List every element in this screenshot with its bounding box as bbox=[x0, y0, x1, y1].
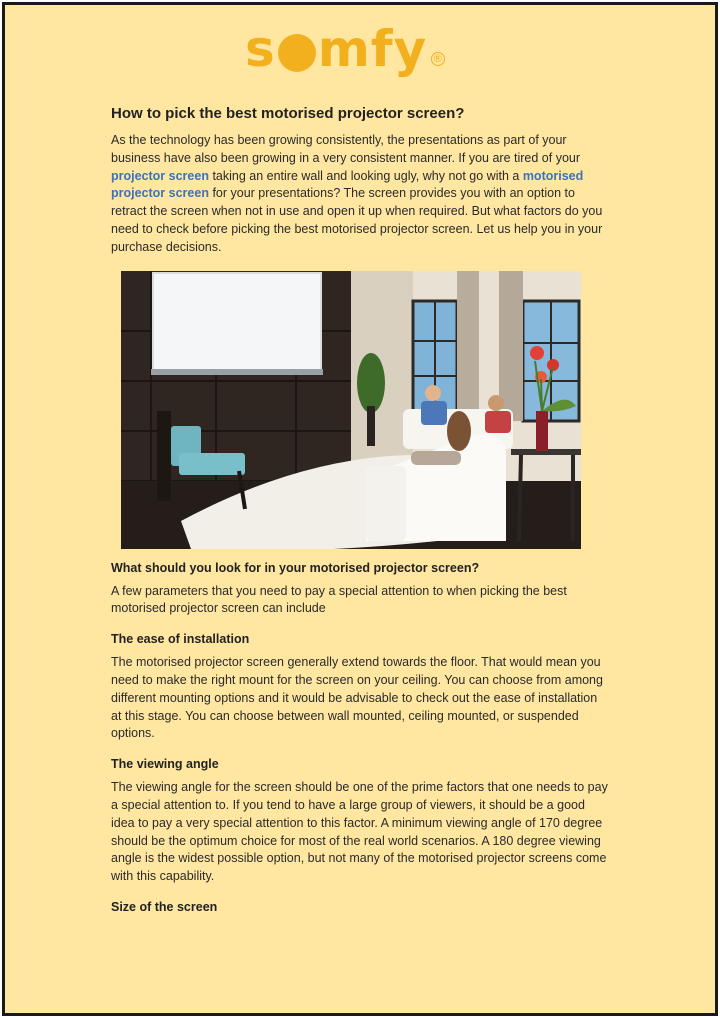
registered-mark: ® bbox=[432, 52, 445, 65]
intro-paragraph bbox=[111, 132, 611, 257]
look-for-paragraph: A few parameters that you need to pay a special attention to when picking the best motorised projector screen can include bbox=[111, 583, 567, 616]
installation-heading: The ease of installation bbox=[111, 632, 250, 647]
motorised-projector-screen-link[interactable]: motorised projector screen bbox=[111, 168, 584, 201]
intro-text-1: As the technology has been growing consistently, the presentations as part of your business have also been growing in a very consistent manner. If you are tired of your bbox=[111, 133, 581, 165]
installation-paragraph: The motorised projector screen generally extend towards the floor. That would mean you need to make the right mount for the screen on your ceiling. You can choose from among different mounting options and it would be advisable to check out the ease of installation at this stage. You can choose between wall mounted, ceiling mounted, or suspended options. bbox=[111, 655, 603, 741]
somfy-logo bbox=[245, 19, 475, 79]
projector-screen-link[interactable]: projector screen bbox=[111, 168, 209, 183]
logo-letters-s: s bbox=[245, 20, 276, 78]
logo-o-circle bbox=[278, 34, 316, 72]
intro-text-3: for your presentations? The screen provides you with an option to retract the screen when not in use and open it up when required. But what factors do you need to check before picking the best motorised projector screen. Let us help you in your purchase decisions. bbox=[111, 186, 603, 254]
intro-text-2: taking an entire wall and looking ugly, why not go with a bbox=[208, 168, 523, 183]
logo-letters-mfy: mfy bbox=[317, 20, 428, 78]
logo-wordmark bbox=[245, 20, 445, 78]
viewing-angle-heading: The viewing angle bbox=[111, 757, 219, 772]
viewing-angle-paragraph: The viewing angle for the screen should be one of the prime factors that one needs to pay a special attention to. If you tend to have a large group of viewers, it should be a good idea to pay a very special attention to this factor. A minimum viewing angle of 170 degree should be the optimum choice for most of the real world scenarios. A 180 degree viewing angle is the widest possible option, but not many of the motorised projector screens come with this capability. bbox=[111, 780, 608, 884]
article-title: How to pick the best motorised projector screen? bbox=[111, 105, 465, 122]
home-theater-photo bbox=[121, 271, 581, 549]
look-for-heading: What should you look for in your motorised projector screen? bbox=[111, 560, 480, 575]
article bbox=[111, 105, 611, 922]
screen-size-heading: Size of the screen bbox=[111, 899, 218, 914]
page-frame bbox=[2, 2, 718, 1016]
